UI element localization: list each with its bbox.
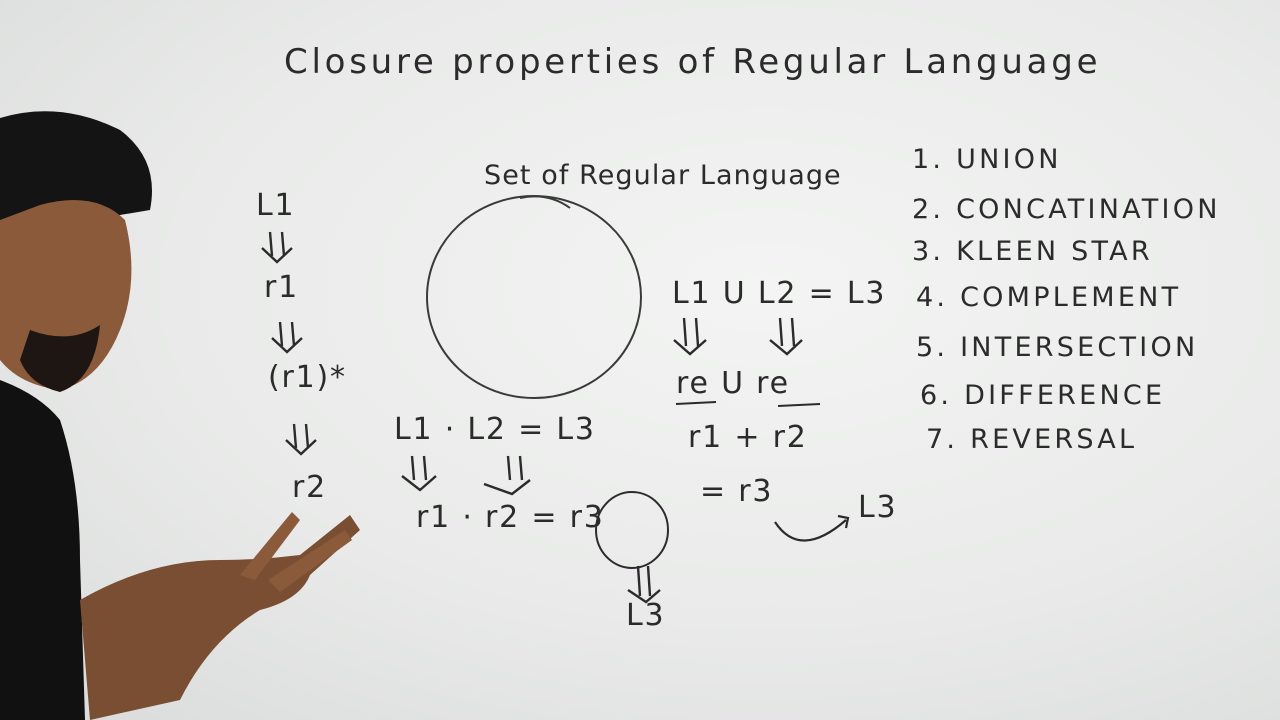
list-item: 6. DIFFERENCE — [920, 380, 1166, 411]
kleene-r2: r2 — [292, 470, 328, 505]
kleene-r1: r1 — [264, 270, 300, 305]
list-item: 2. CONCATINATION — [912, 194, 1221, 225]
concat-result: L3 — [626, 598, 666, 633]
union-re: re U re — [676, 366, 790, 401]
r3-highlight-circle — [596, 492, 668, 568]
union-r-eq: = r3 — [700, 474, 774, 509]
union-r-sum: r1 + r2 — [688, 420, 808, 455]
list-item: 1. UNION — [912, 144, 1062, 175]
concat-lhs: L1 · L2 = L3 — [394, 412, 596, 447]
presenter-silhouette — [0, 0, 380, 720]
union-arrows — [674, 318, 802, 354]
list-item: 7. REVERSAL — [926, 424, 1138, 455]
list-item: 4. COMPLEMENT — [916, 282, 1182, 313]
list-item: 5. INTERSECTION — [916, 332, 1199, 363]
list-item: 3. KLEEN STAR — [912, 236, 1153, 267]
presenter-body — [0, 380, 85, 720]
presenter-arm — [80, 515, 360, 720]
re-underline-left — [676, 402, 716, 404]
page-title: Closure properties of Regular Language — [284, 42, 1102, 82]
union-lhs: L1 U L2 = L3 — [672, 276, 887, 311]
set-label: Set of Regular Language — [484, 160, 842, 191]
circle-pointer-stroke — [520, 196, 570, 208]
regular-language-circle — [427, 196, 641, 398]
re-underline-right — [778, 404, 820, 406]
union-result: L3 — [858, 490, 898, 525]
kleene-r1-star: (r1)* — [268, 360, 347, 395]
kleene-l1: L1 — [256, 188, 296, 223]
union-curved-arrow — [775, 520, 846, 541]
concat-rhs: r1 · r2 = r3 — [416, 500, 605, 535]
